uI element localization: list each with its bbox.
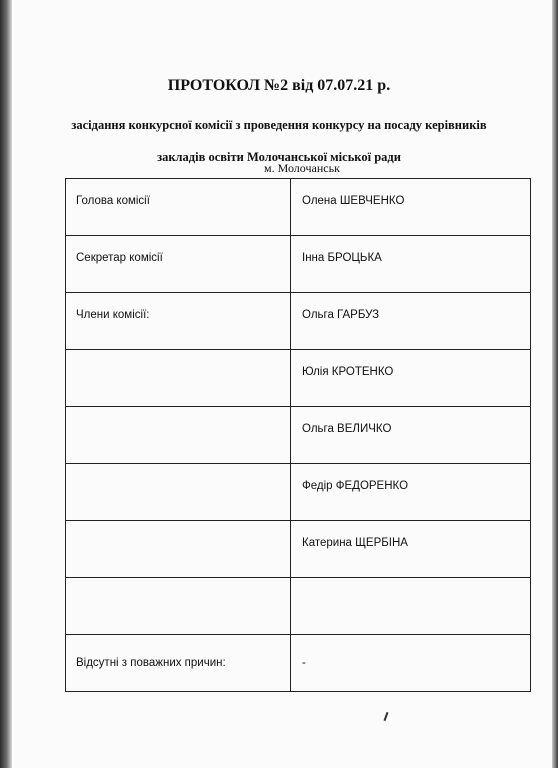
role-cell	[66, 521, 291, 578]
role-label	[76, 350, 290, 366]
role-label	[76, 578, 290, 594]
name-cell	[291, 521, 531, 578]
commission-table	[65, 178, 531, 692]
table-row	[66, 236, 531, 293]
member-name	[302, 578, 530, 594]
member-name: Ольга ГАРБУЗ	[302, 309, 380, 321]
role-cell	[66, 293, 291, 350]
scan-edge-right	[552, 0, 558, 768]
table-row	[66, 293, 531, 350]
name-cell	[291, 578, 531, 635]
member-name: Ольга ВЕЛИЧКО	[302, 423, 392, 435]
role-cell	[66, 236, 291, 293]
member-name: Юлія КРОТЕНКО	[302, 366, 394, 378]
protocol-subtitle-line1: засідання конкурсної комісії з проведення конкурсу на посаду керівників	[71, 118, 487, 132]
table-row	[66, 464, 531, 521]
absent-value: -	[302, 657, 306, 669]
role-cell	[66, 464, 291, 521]
name-cell	[291, 350, 531, 407]
city-label: м. Молочанськ	[264, 161, 340, 175]
protocol-title: ПРОТОКОЛ №2 від 07.07.21 р.	[167, 77, 391, 94]
table-row	[66, 407, 531, 464]
name-cell	[291, 635, 531, 692]
role-cell	[66, 635, 291, 692]
pen-mark	[384, 712, 389, 721]
member-name: Олена ШЕВЧЕНКО	[302, 195, 405, 207]
scan-edge-left	[0, 0, 12, 768]
name-cell	[291, 464, 531, 521]
role-cell	[66, 578, 291, 635]
absent-label: Відсутні з поважних причин:	[76, 657, 226, 669]
role-cell	[66, 350, 291, 407]
protocol-subtitle-line2: закладів освіти Молочанської міської ради	[157, 150, 401, 164]
member-name: Федір ФЕДОРЕНКО	[302, 480, 409, 492]
role-label: Члени комісії:	[76, 309, 150, 321]
role-cell	[66, 407, 291, 464]
role-label: Голова комісії	[76, 195, 150, 207]
name-cell	[291, 179, 531, 236]
table-row	[66, 350, 531, 407]
role-label	[76, 521, 290, 537]
table-row	[66, 521, 531, 578]
role-label	[76, 407, 290, 423]
table-row	[66, 635, 531, 692]
table-row	[66, 578, 531, 635]
name-cell	[291, 236, 531, 293]
table-row	[66, 179, 531, 236]
role-cell	[66, 179, 291, 236]
role-label	[76, 464, 290, 480]
name-cell	[291, 293, 531, 350]
role-label: Секретар комісії	[76, 252, 163, 264]
name-cell	[291, 407, 531, 464]
member-name: Катерина ЩЕРБІНА	[302, 537, 408, 549]
member-name: Інна БРОЦЬКА	[302, 252, 382, 264]
